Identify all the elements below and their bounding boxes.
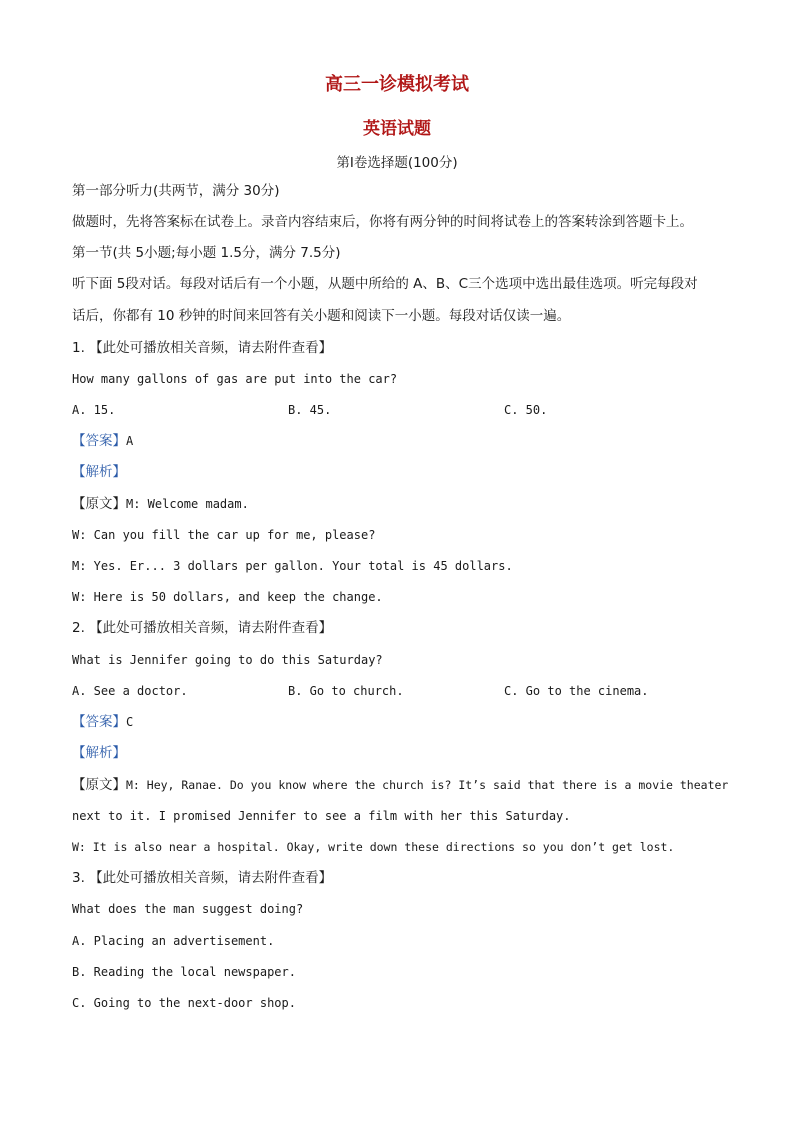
question-1-answer: A bbox=[126, 434, 134, 448]
question-2-answer: C bbox=[126, 715, 134, 729]
question-2-audio-note: 2. 【此处可播放相关音频，请去附件查看】 bbox=[72, 620, 333, 636]
question-1-audio-note: 1. 【此处可播放相关音频，请去附件查看】 bbox=[72, 340, 333, 356]
question-1-option-b: B. 45. bbox=[288, 403, 332, 417]
question-2-stem: What is Jennifer going to do this Saturday? bbox=[72, 653, 383, 667]
analysis-label: 【解析】 bbox=[72, 464, 126, 480]
question-1-option-c: C. 50. bbox=[504, 403, 548, 417]
question-3-audio-note: 3. 【此处可播放相关音频，请去附件查看】 bbox=[72, 870, 333, 886]
section1-instruction-line2: 话后，你都有 10 秒钟的时间来回答有关小题和阅读下一小题。每段对话仅读一遍。 bbox=[72, 308, 571, 324]
question-3-stem: What does the man suggest doing? bbox=[72, 902, 304, 916]
question-3-option-c: C. Going to the next-door shop. bbox=[72, 996, 296, 1010]
part1-heading: 第一部分听力(共两节，满分 30分) bbox=[72, 183, 280, 199]
section1-instruction-line1: 听下面 5段对话。每段对话后有一个小题，从题中所给的 A、B、C三个选项中选出最佳选项。听完每段对 bbox=[72, 276, 698, 292]
question-1-transcript-line-2: W: Can you fill the car up for me, please? bbox=[72, 528, 376, 542]
question-3-option-b: B. Reading the local newspaper. bbox=[72, 965, 296, 979]
transcript-label: 【原文】 bbox=[72, 777, 126, 793]
analysis-label: 【解析】 bbox=[72, 745, 126, 761]
question-2-option-a: A. See a doctor. bbox=[72, 684, 188, 698]
section-title: 第I卷选择题(100分) bbox=[336, 155, 458, 171]
question-1-transcript-line-4: W: Here is 50 dollars, and keep the change. bbox=[72, 590, 383, 604]
question-2-option-b: B. Go to church. bbox=[288, 684, 404, 698]
question-3-option-a: A. Placing an advertisement. bbox=[72, 934, 275, 948]
answer-label: 【答案】 bbox=[72, 714, 126, 730]
question-2-answer-line bbox=[72, 713, 133, 732]
section1-heading: 第一节(共 5小题;每小题 1.5分，满分 7.5分) bbox=[72, 245, 341, 261]
question-2-transcript-line-3: W: It is also near a hospital. Okay, write down these directions so you don’t get lost. bbox=[72, 840, 675, 854]
question-1-transcript-line-1: 【原文】M: Welcome madam. bbox=[72, 496, 249, 512]
question-2-option-c: C. Go to the cinema. bbox=[504, 684, 649, 698]
answer-label: 【答案】 bbox=[72, 433, 126, 449]
question-1-answer-line bbox=[72, 432, 133, 451]
question-2-transcript-line-2: next to it. I promised Jennifer to see a film with her this Saturday. bbox=[72, 809, 571, 823]
transcript-label: 【原文】 bbox=[72, 496, 126, 512]
exam-title: 高三一诊模拟考试 bbox=[325, 74, 469, 95]
subject-title: 英语试题 bbox=[363, 119, 431, 139]
part1-instruction: 做题时，先将答案标在试卷上。录音内容结束后，你将有两分钟的时间将试卷上的答案转涂到答题卡上。 bbox=[72, 214, 693, 230]
question-1-option-a: A. 15. bbox=[72, 403, 116, 417]
question-1-transcript-line-3: M: Yes. Er... 3 dollars per gallon. Your total is 45 dollars. bbox=[72, 559, 513, 573]
question-1-stem: How many gallons of gas are put into the car? bbox=[72, 372, 398, 386]
question-2-transcript-line-1: 【原文】M: Hey, Ranae. Do you know where the church is? It’s said that there is a movie theater bbox=[72, 777, 729, 793]
